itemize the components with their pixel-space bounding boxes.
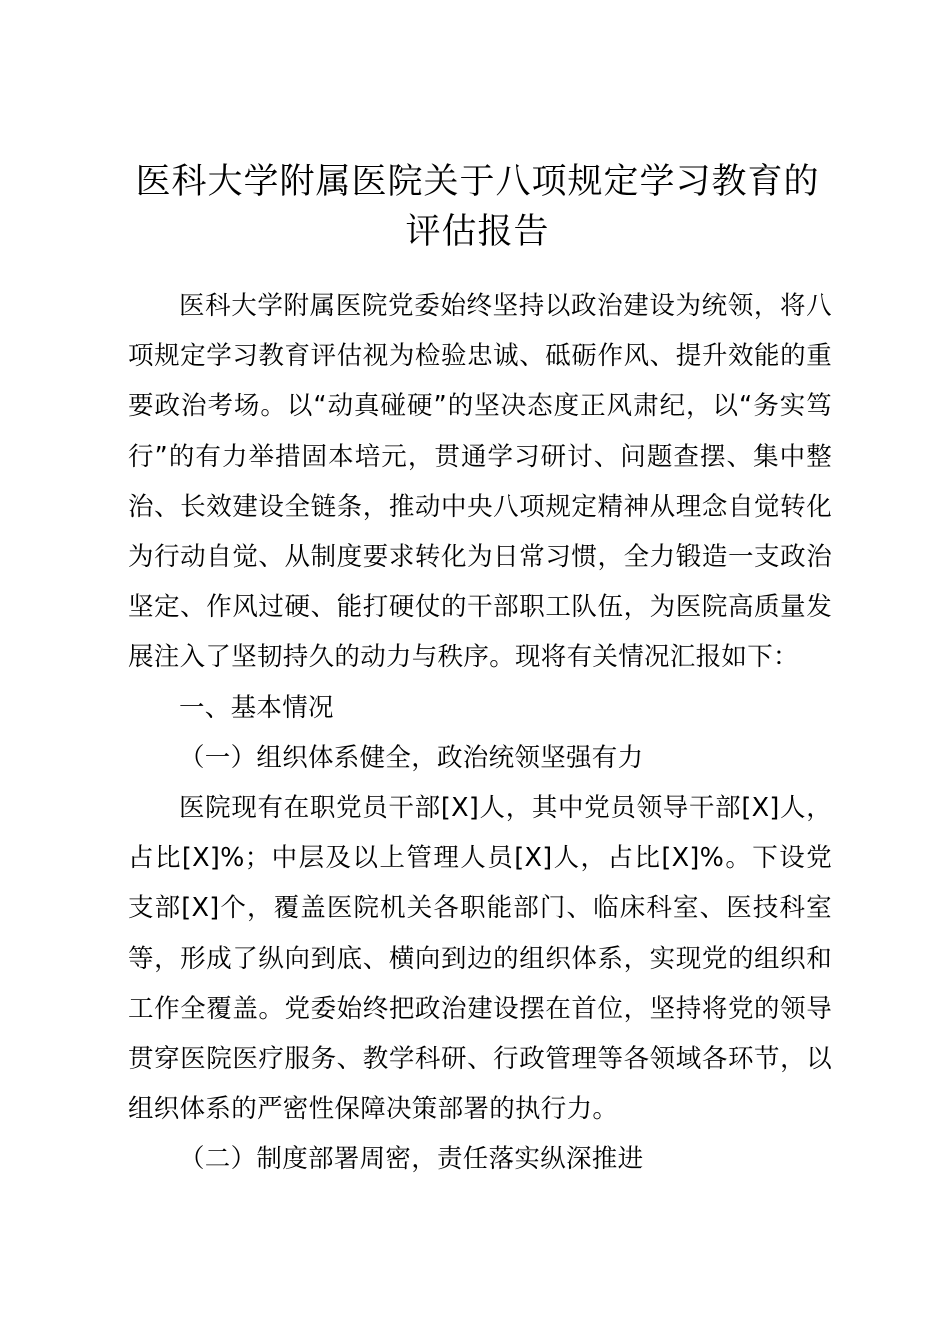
organization-paragraph: 医院现有在职党员干部[X]人，其中党员领导干部[X]人，占比[X]%；中层及以上管理人员[X]人，占比[X]%。下设党支部[X]个，覆盖医院机关各职能部门、临床科室、医技科室等，形成了纵向到底、横向到边的组织体系，实现党的组织和工作全覆盖。党委始终把政治建设摆在首位，坚持将党的领导贯穿医院医疗服务、教学科研、行政管理等各领域各环节，以组织体系的严密性保障决策部署的执行力。 <box>128 793 832 1125</box>
section-heading-basic-situation: 一、基本情况 <box>179 692 334 723</box>
document-title: 医科大学附属医院关于八项规定学习教育的评估报告 <box>135 162 820 252</box>
subsection-heading-system-deployment: （二）制度部署周密，责任落实纵深推进 <box>179 1144 644 1175</box>
document-body <box>128 281 832 1185</box>
subsection-heading-organization: （一）组织体系健全，政治统领坚强有力 <box>179 742 644 773</box>
intro-paragraph: 医科大学附属医院党委始终坚持以政治建设为统领，将八项规定学习教育评估视为检验忠诚、砥砺作风、提升效能的重要政治考场。以“动真碰硬”的坚决态度正风肃纪，以“务实笃行”的有力举措固本培元，贯通学习研讨、问题查摆、集中整治、长效建设全链条，推动中央八项规定精神从理念自觉转化为行动自觉、从制度要求转化为日常习惯，全力锻造一支政治坚定、作风过硬、能打硬仗的干部职工队伍，为医院高质量发展注入了坚韧持久的动力与秩序。现将有关情况汇报如下： <box>128 291 832 673</box>
